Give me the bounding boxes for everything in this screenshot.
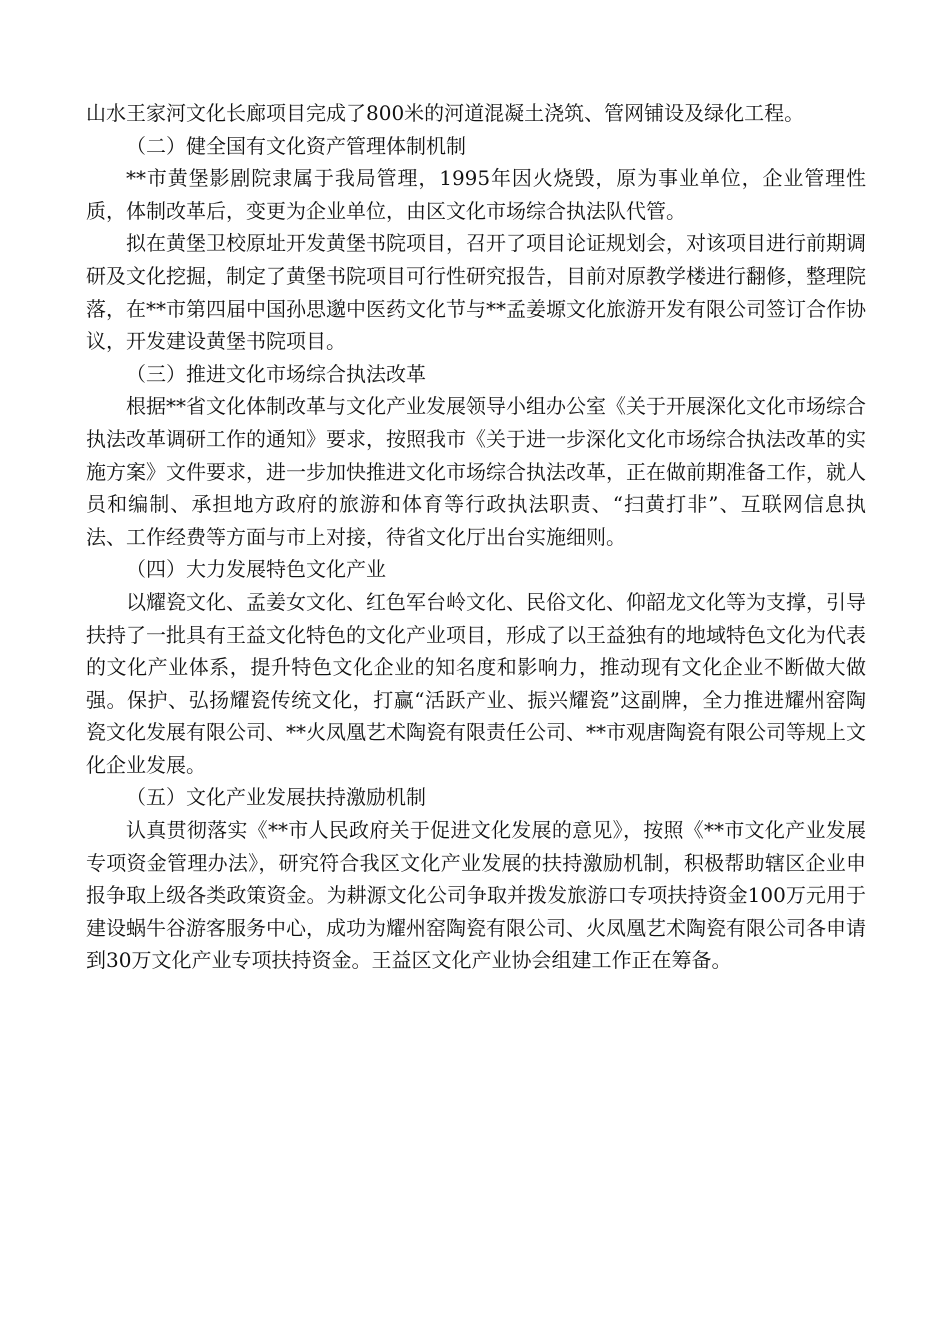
section-heading-5: （五）文化产业发展扶持激励机制: [126, 785, 426, 810]
paragraph-enforcement-reform: 根据**省文化体制改革与文化产业发展领导小组办公室《关于开展深化文化市场综合执法改革调研工作的通知》要求，按照我市《关于进一步深化文化市场综合执法改革的实施方案》文件要求，进一步加快推进文化市场综合执法改革，正在做前期准备工作，就人员和编制、承担地方政府的旅游和体育等行政执法职责、“扫黄打非”、互联网信息执法、工作经费等方面与市上对接，待省文化厅出台实施细则。: [86, 394, 866, 549]
paragraph-featured-industry: 以耀瓷文化、孟姜女文化、红色军台岭文化、民俗文化、仰韶龙文化等为支撑，引导扶持了一批具有王益文化特色的文化产业项目，形成了以王益独有的地域特色文化为代表的文化产业体系，提升特色文化企业的知名度和影响力，推动现有文化企业不断做大做强。保护、弘扬耀瓷传统文化，打赢“活跃产业、振兴耀瓷”这副牌，全力推进耀州窑陶瓷文化发展有限公司、**火凤凰艺术陶瓷有限责任公司、**市观唐陶瓷有限公司等规上文化企业发展。: [86, 589, 866, 777]
document-page: [86, 97, 866, 977]
section-heading-3: （三）推进文化市场综合执法改革: [126, 361, 426, 386]
paragraph-theater: **市黄堡影剧院隶属于我局管理，1995年因火烧毁，原为事业单位，企业管理性质，体制改革后，变更为企业单位，由区文化市场综合执法队代管。: [86, 166, 866, 223]
section-heading-2: （二）健全国有文化资产管理体制机制: [126, 133, 466, 158]
paragraph-academy: 拟在黄堡卫校原址开发黄堡书院项目，召开了项目论证规划会，对该项目进行前期调研及文化挖掘，制定了黄堡书院项目可行性研究报告，目前对原教学楼进行翻修，整理院落，在**市第四届中国孙思邈中医药文化节与**孟姜塬文化旅游开发有限公司签订合作协议，开发建设黄堡书院项目。: [86, 231, 866, 354]
paragraph-incentive-mechanism: 认真贯彻落实《**市人民政府关于促进文化发展的意见》，按照《**市文化产业发展专项资金管理办法》，研究符合我区文化产业发展的扶持激励机制，积极帮助辖区企业申报争取上级各类政策资金。为耕源文化公司争取并拨发旅游口专项扶持资金100万元用于建设蜗牛谷游客服务中心，成功为耀州窑陶瓷有限公司、火凤凰艺术陶瓷有限公司各申请到30万文化产业专项扶持资金。王益区文化产业协会组建工作正在筹备。: [86, 818, 866, 973]
section-heading-4: （四）大力发展特色文化产业: [126, 557, 386, 582]
paragraph-continuation: 山水王家河文化长廊项目完成了800米的河道混凝土浇筑、管网铺设及绿化工程。: [86, 101, 805, 125]
